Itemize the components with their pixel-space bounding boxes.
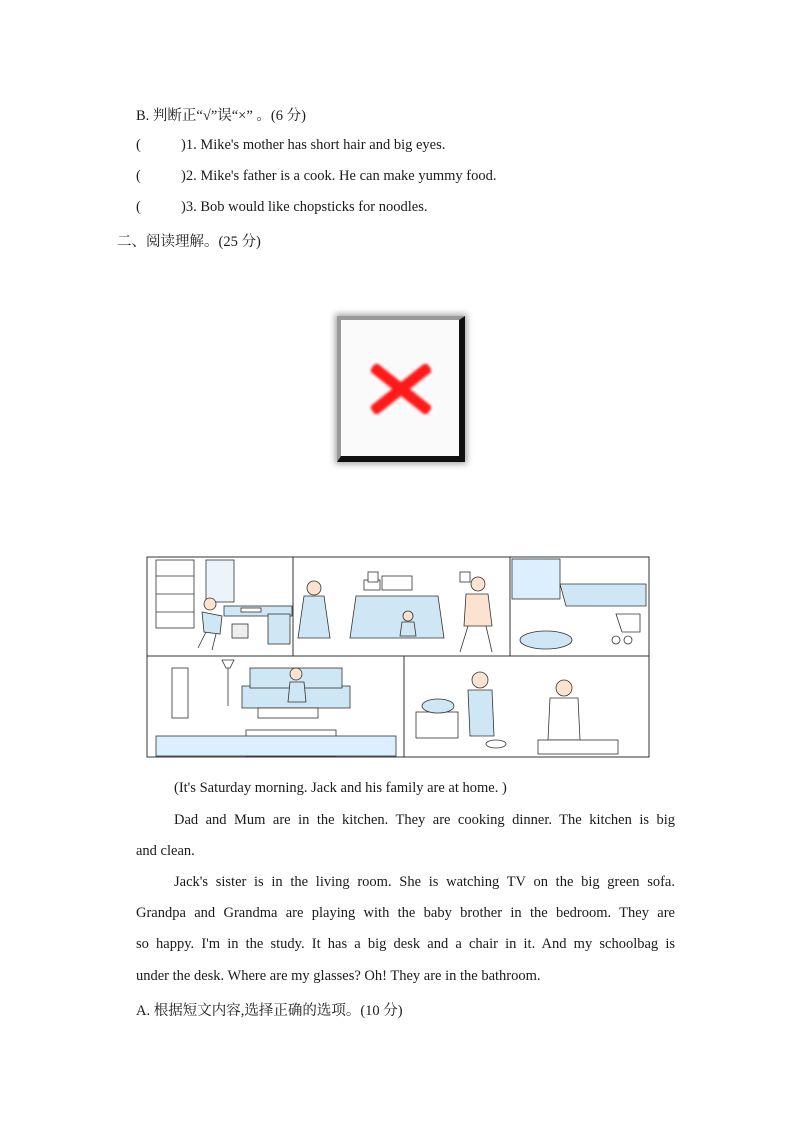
broken-x-icon bbox=[371, 364, 431, 414]
passage-line: under the desk. Where are my glasses? Oh! They are in the bathroom. bbox=[136, 968, 541, 984]
broken-image-placeholder bbox=[337, 316, 465, 462]
question-text: )3. Bob would like chopsticks for noodles. bbox=[181, 199, 428, 215]
house-rooms-illustration bbox=[146, 556, 650, 758]
question-row bbox=[136, 168, 496, 185]
section-b-title: B. 判断正“√”误“×” 。(6 分) bbox=[136, 108, 306, 124]
passage-line: so happy. I'm in the study. It has a big desk and a chair in it. And my schoolbag is bbox=[136, 936, 675, 952]
answer-blank[interactable]: ( bbox=[136, 137, 141, 153]
passage-line: Jack's sister is in the living room. She is watching TV on the big green sofa. bbox=[174, 874, 675, 890]
answer-blank[interactable]: ( bbox=[136, 199, 141, 215]
kitchen bbox=[416, 672, 618, 754]
study-room bbox=[156, 560, 292, 650]
question-row bbox=[136, 137, 445, 154]
answer-blank[interactable]: ( bbox=[136, 168, 141, 184]
question-text: )2. Mike's father is a cook. He can make yummy food. bbox=[181, 168, 497, 184]
passage-line: Grandpa and Grandma are playing with the baby brother in the bedroom. They are bbox=[136, 905, 675, 921]
living-room bbox=[156, 660, 396, 756]
section-2-title: 二、阅读理解。(25 分) bbox=[117, 234, 261, 250]
passage-line: Dad and Mum are in the kitchen. They are cooking dinner. The kitchen is big bbox=[174, 812, 675, 828]
section-a-title: A. 根据短文内容,选择正确的选项。(10 分) bbox=[136, 1003, 403, 1019]
passage-line: and clean. bbox=[136, 843, 195, 859]
passage-intro: (It's Saturday morning. Jack and his family are at home. ) bbox=[174, 780, 507, 796]
bedroom bbox=[298, 572, 492, 652]
bathroom bbox=[512, 559, 646, 649]
question-text: )1. Mike's mother has short hair and big eyes. bbox=[181, 137, 446, 153]
question-row bbox=[136, 199, 427, 216]
